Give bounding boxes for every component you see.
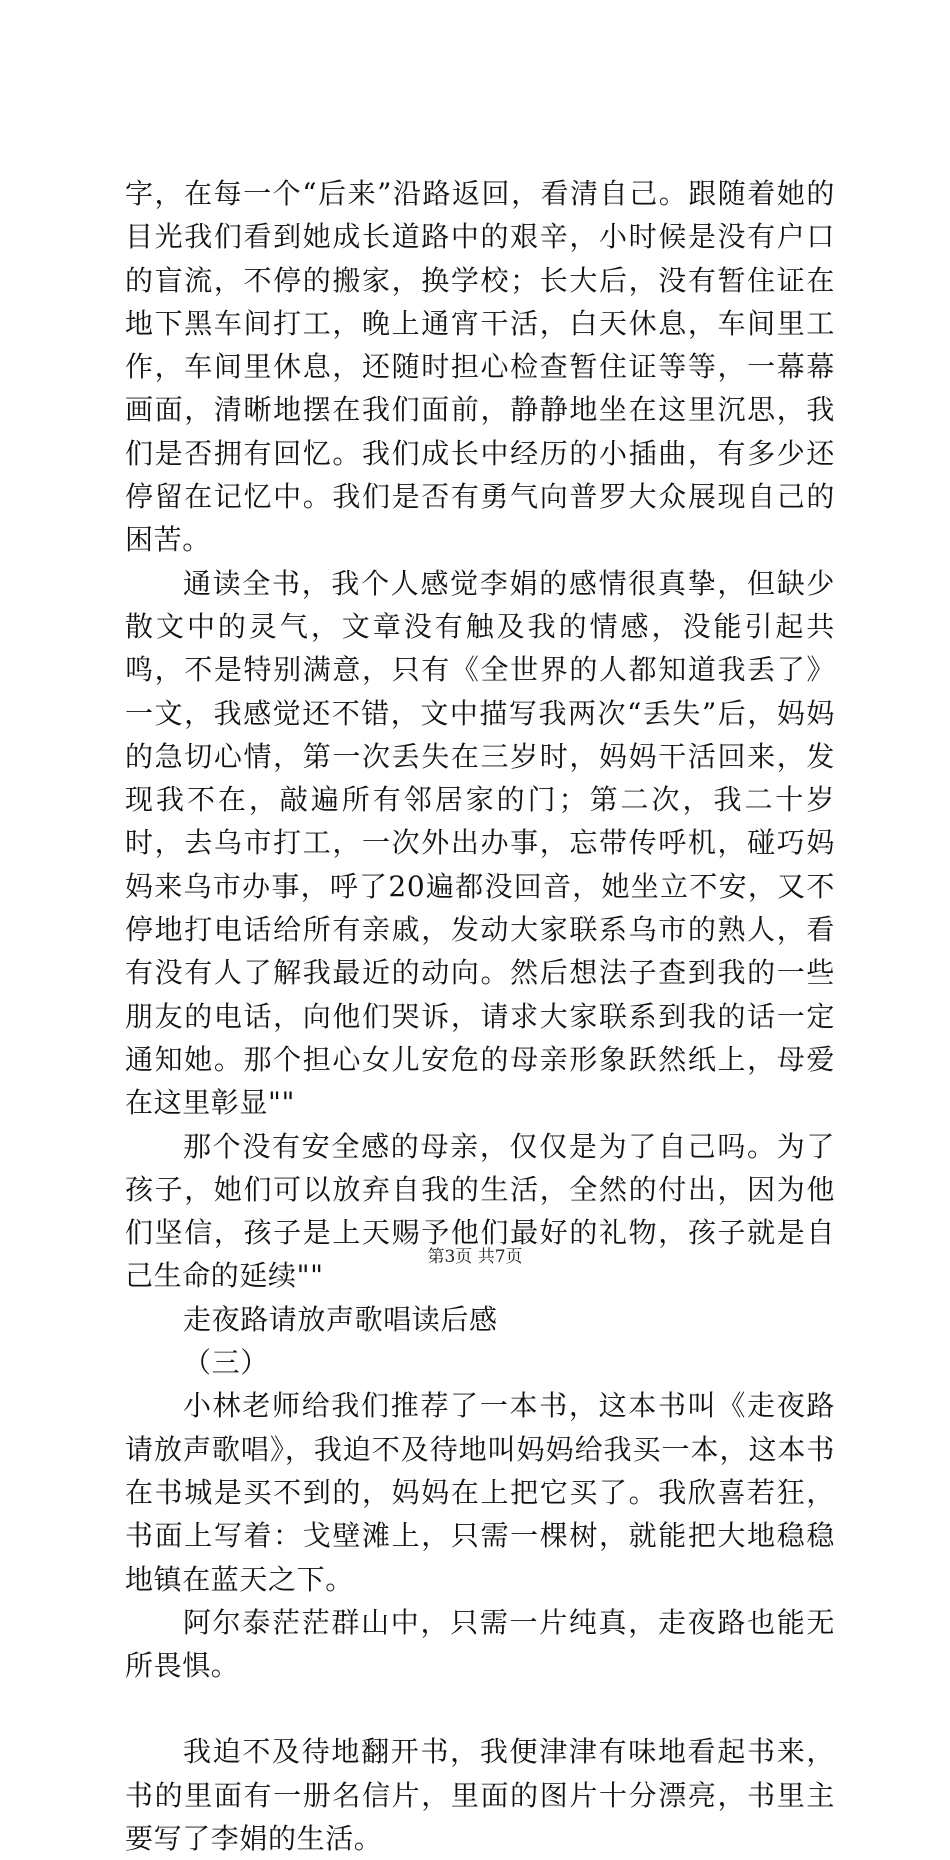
page-footer: 第3页 共7页 xyxy=(427,1247,523,1267)
paragraph-altai-quote: 阿尔泰茫茫群山中，只需一片纯真，走夜路也能无所畏惧。 xyxy=(125,1605,835,1683)
section-title: 走夜路请放声歌唱读后感 xyxy=(183,1302,498,1336)
body-text xyxy=(125,172,835,1860)
section-number: （三） xyxy=(183,1346,269,1380)
paragraph-mother-reflection: 那个没有安全感的母亲，仅仅是为了自己吗。为了孩子，她们可以放弃自我的生活，全然的付出，因为他们坚信，孩子是上天赐予他们最好的礼物，孩子就是自己生命的延续"" xyxy=(125,1129,835,1293)
paragraph-opening-book: 我迫不及待地翻开书，我便津津有味地看起书来，书的里面有一册名信片，里面的图片十分漂亮，书里主要写了李娟的生活。 xyxy=(125,1735,835,1855)
paragraph-continuation: 字，在每一个“后来”沿路返回，看清自己。跟随着她的目光我们看到她成长道路中的艰辛，小时候是没有户口的盲流，不停的搬家，换学校；长大后，没有暂住证在地下黑车间打工，晚上通宵干活，白天休息，车间里工作，车间里休息，还随时担心检查暂住证等等，一幕幕画面，清晰地摆在我们面前，静静地坐在这里沉思，我们是否拥有回忆。我们成长中经历的小插曲，有多少还停留在记忆中。我们是否有勇气向普罗大众展现自己的困苦。 xyxy=(125,177,835,557)
paragraph-reading-impression: 通读全书，我个人感觉李娟的感情很真挚，但缺少散文中的灵气，文章没有触及我的情感，没能引起共鸣，不是特别满意，只有《全世界的人都知道我丢了》一文，我感觉还不错，文中描写我两次“丢失”后，妈妈的急切心情，第一次丢失在三岁时，妈妈干活回来，发现我不在，敲遍所有邻居家的门；第二次，我二十岁时，去乌市打工，一次外出办事，忘带传呼机，碰巧妈妈来乌市办事，呼了20遍都没回音，她坐立不安，又不停地打电话给所有亲戚，发动大家联系乌市的熟人，看有没有人了解我最近的动向。然后想法子查到我的一些朋友的电话，向他们哭诉，请求大家联系到我的话一定通知她。那个担心女儿安危的母亲形象跃然纸上，母爱在这里彰显"" xyxy=(125,566,835,1120)
paragraph-book-recommendation: 小林老师给我们推荐了一本书，这本书叫《走夜路请放声歌唱》，我迫不及待地叫妈妈给我买一本，这本书在书城是买不到的，妈妈在上把它买了。我欣喜若狂，书面上写着：戈壁滩上，只需一棵树，就能把大地稳稳地镇在蓝天之下。 xyxy=(125,1389,835,1596)
